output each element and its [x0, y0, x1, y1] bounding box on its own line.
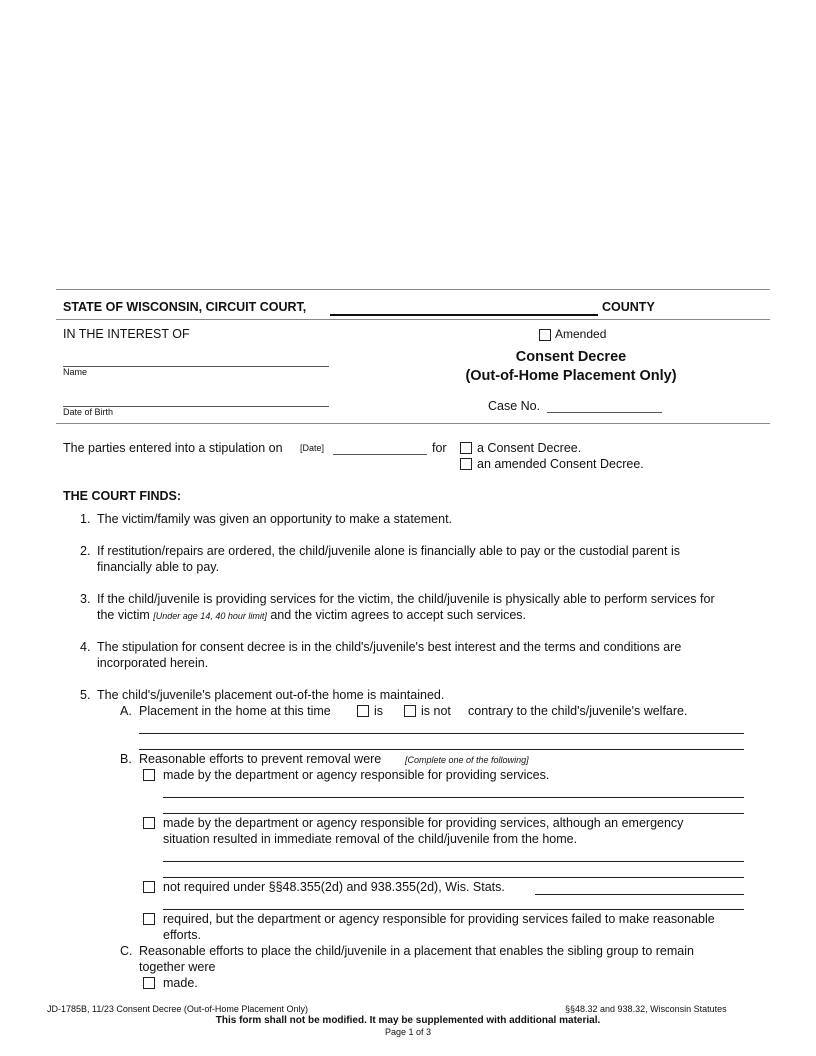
subitem-letter: B.	[120, 752, 132, 766]
county-label: COUNTY	[602, 300, 655, 314]
placement-is-checkbox[interactable]	[357, 705, 369, 717]
efforts-emergency-line[interactable]	[163, 861, 744, 862]
amended-consent-decree-checkbox[interactable]	[460, 458, 472, 470]
subitem-letter: A.	[120, 704, 132, 718]
efforts-emergency-line[interactable]	[163, 877, 744, 878]
stipulation-for-label: for	[432, 441, 447, 455]
efforts-not-required-line[interactable]	[535, 894, 744, 895]
page-number: Page 1 of 3	[384, 1027, 432, 1037]
consent-decree-option: a Consent Decree.	[477, 441, 582, 455]
stipulation-date-line[interactable]	[333, 454, 427, 455]
top-rule	[56, 289, 770, 290]
efforts-not-required-line[interactable]	[163, 909, 744, 910]
efforts-made-line[interactable]	[163, 813, 744, 814]
county-field-line[interactable]	[330, 314, 598, 316]
form-subtitle: (Out-of-Home Placement Only)	[465, 368, 677, 384]
amended-consent-decree-option: an amended Consent Decree.	[477, 457, 644, 471]
placement-is-label: is	[374, 704, 384, 718]
finding-number: 3.	[80, 592, 91, 606]
name-field-line[interactable]	[63, 366, 329, 367]
case-no-label: Case No.	[488, 399, 541, 413]
efforts-failed-option: efforts.	[163, 928, 201, 942]
placement-is-not-label: is not	[421, 704, 451, 718]
finding-text: The stipulation for consent decree is in the child's/juvenile's best interest and the terms and conditions are	[97, 640, 682, 654]
efforts-failed-checkbox[interactable]	[143, 913, 155, 925]
finding-text-part: the victim	[97, 608, 150, 622]
form-id: JD-1785B, 11/23 Consent Decree (Out-of-Home Placement Only)	[47, 1004, 308, 1014]
finding-text: The child's/juvenile's placement out-of-the home is maintained.	[97, 688, 445, 702]
finding-text: If the child/juvenile is providing services for the victim, the child/juvenile is physically able to perform services for	[97, 592, 715, 606]
form-title: Consent Decree	[515, 349, 627, 365]
sibling-efforts-text: Reasonable efforts to place the child/juvenile in a placement that enables the sibling group to remain	[139, 944, 694, 958]
placement-explanation-line[interactable]	[139, 733, 744, 734]
finding-number: 5.	[80, 688, 91, 702]
efforts-emergency-option: situation resulted in immediate removal of the child/juvenile from the home.	[163, 832, 578, 846]
form-notice: This form shall not be modified. It may be supplemented with additional material.	[215, 1015, 601, 1026]
amended-label: Amended	[555, 327, 607, 341]
reasonable-efforts-hint: [Complete one of the following]	[405, 755, 529, 765]
stipulation-text: The parties entered into a stipulation on	[63, 441, 283, 455]
header-rule	[56, 319, 770, 320]
sibling-efforts-text: together were	[139, 960, 216, 974]
sibling-made-option: made.	[163, 976, 198, 990]
finding-text: If restitution/repairs are ordered, the child/juvenile alone is financially able to pay or the custodial parent is	[97, 544, 680, 558]
finding-text: incorporated herein.	[97, 656, 209, 670]
efforts-emergency-option: made by the department or agency responsible for providing services, although an emergency	[163, 816, 684, 830]
name-label: Name	[63, 367, 88, 377]
finding-number: 1.	[80, 512, 91, 526]
dob-label: Date of Birth	[63, 407, 114, 417]
amended-checkbox[interactable]	[539, 329, 551, 341]
subitem-letter: C.	[120, 944, 133, 958]
finding-text-part: and the victim agrees to accept such services.	[270, 608, 527, 622]
case-no-field-line[interactable]	[547, 412, 662, 413]
efforts-not-required-checkbox[interactable]	[143, 881, 155, 893]
finding-number: 2.	[80, 544, 91, 558]
section-rule	[56, 423, 770, 424]
finding-text	[97, 608, 526, 622]
finding-text: financially able to pay.	[97, 560, 220, 574]
interest-of-label: IN THE INTEREST OF	[63, 327, 190, 341]
efforts-failed-option: required, but the department or agency responsible for providing services failed to make reasonable	[163, 912, 715, 926]
placement-suffix: contrary to the child's/juvenile's welfare.	[468, 704, 688, 718]
efforts-made-line[interactable]	[163, 797, 744, 798]
reasonable-efforts-text: Reasonable efforts to prevent removal were	[139, 752, 382, 766]
placement-text: Placement in the home at this time	[139, 704, 331, 718]
efforts-emergency-checkbox[interactable]	[143, 817, 155, 829]
efforts-made-option: made by the department or agency responsible for providing services.	[163, 768, 550, 782]
efforts-made-checkbox[interactable]	[143, 769, 155, 781]
efforts-not-required-option: not required under §§48.355(2d) and 938.355(2d), Wis. Stats.	[163, 880, 505, 894]
court-prefix: STATE OF WISCONSIN, CIRCUIT COURT,	[63, 300, 307, 314]
placement-is-not-checkbox[interactable]	[404, 705, 416, 717]
statutes: §§48.32 and 938.32, Wisconsin Statutes	[565, 1004, 727, 1014]
consent-decree-checkbox[interactable]	[460, 442, 472, 454]
sibling-made-checkbox[interactable]	[143, 977, 155, 989]
finding-hint: [Under age 14, 40 hour limit]	[153, 611, 267, 621]
placement-explanation-line[interactable]	[139, 749, 744, 750]
finding-number: 4.	[80, 640, 91, 654]
stipulation-date-hint: [Date]	[300, 443, 325, 453]
court-finds-heading: THE COURT FINDS:	[63, 489, 182, 503]
finding-text: The victim/family was given an opportunity to make a statement.	[97, 512, 453, 526]
